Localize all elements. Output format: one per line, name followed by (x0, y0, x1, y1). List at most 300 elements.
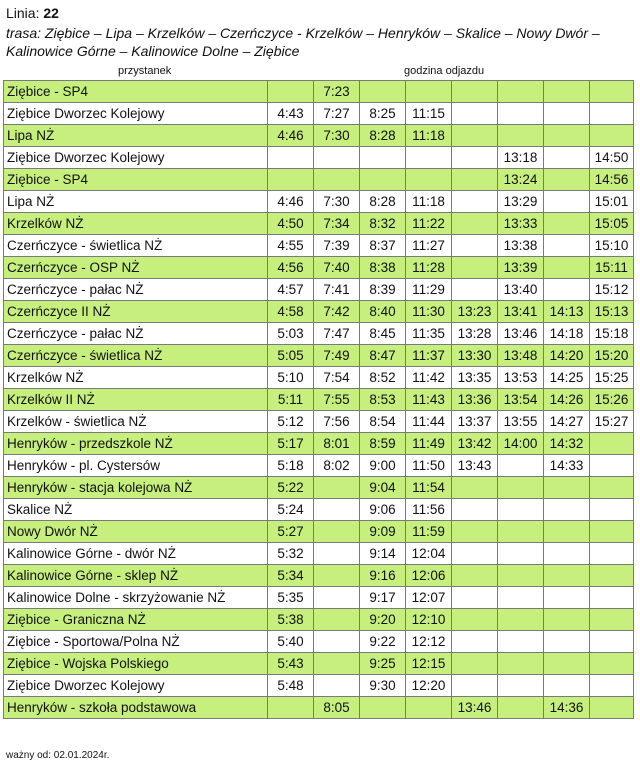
departure-time-cell (590, 455, 634, 477)
departure-time-cell: 13:40 (498, 279, 544, 301)
departure-time-cell (452, 565, 498, 587)
departure-time-cell: 8:59 (360, 433, 406, 455)
departure-time-cell (360, 81, 406, 103)
departure-time-cell: 8:25 (360, 103, 406, 125)
table-row (4, 367, 634, 389)
departure-time-cell (590, 543, 634, 565)
departure-time-cell (268, 169, 314, 191)
stop-name-cell: Krzelków NŻ (4, 367, 268, 389)
departure-time-cell: 5:18 (268, 455, 314, 477)
departure-time-cell: 7:41 (314, 279, 360, 301)
departure-time-cell: 7:27 (314, 103, 360, 125)
table-row (4, 499, 634, 521)
route-text-line1: trasa: Ziębice – Lipa – Krzelków – Czerńczyce - Krzelków – Henryków – Skalice – Nowy Dwór – (6, 25, 600, 41)
stop-name-cell: Ziębice - Sportowa/Polna NŻ (4, 631, 268, 653)
departure-time-cell: 5:38 (268, 609, 314, 631)
departure-time-cell (544, 125, 590, 147)
stop-name-cell: Lipa NŻ (4, 191, 268, 213)
departure-time-cell (452, 169, 498, 191)
departure-time-cell (314, 169, 360, 191)
departure-time-cell (590, 81, 634, 103)
departure-time-cell (498, 587, 544, 609)
table-row (4, 565, 634, 587)
departure-time-cell: 13:24 (498, 169, 544, 191)
departure-time-cell: 8:01 (314, 433, 360, 455)
departure-time-cell (406, 697, 452, 719)
departure-time-cell: 12:04 (406, 543, 452, 565)
table-row (4, 587, 634, 609)
table-row (4, 235, 634, 257)
stop-name-cell: Czerńczyce - świetlica NŻ (4, 235, 268, 257)
stop-name-cell: Ziębice Dworzec Kolejowy (4, 675, 268, 697)
departure-time-cell: 13:28 (452, 323, 498, 345)
departure-time-cell: 12:20 (406, 675, 452, 697)
table-row (4, 301, 634, 323)
departure-time-cell: 11:28 (406, 257, 452, 279)
departure-time-cell: 13:46 (498, 323, 544, 345)
departure-time-cell: 5:05 (268, 345, 314, 367)
departure-time-cell (590, 697, 634, 719)
departure-time-cell: 13:36 (452, 389, 498, 411)
departure-time-cell: 11:37 (406, 345, 452, 367)
departure-time-cell (360, 697, 406, 719)
departure-time-cell (544, 477, 590, 499)
departure-time-cell (590, 125, 634, 147)
departure-time-cell (452, 675, 498, 697)
table-row (4, 433, 634, 455)
departure-time-cell (498, 675, 544, 697)
departure-time-cell (590, 631, 634, 653)
departure-time-cell (452, 257, 498, 279)
departure-time-cell: 14:13 (544, 301, 590, 323)
departure-time-cell: 8:39 (360, 279, 406, 301)
departure-time-cell (544, 521, 590, 543)
table-row (4, 81, 634, 103)
departure-time-cell (452, 81, 498, 103)
departure-time-cell: 11:35 (406, 323, 452, 345)
departure-time-cell: 15:18 (590, 323, 634, 345)
departure-time-cell (590, 433, 634, 455)
departure-time-cell: 13:46 (452, 697, 498, 719)
departure-time-cell: 8:54 (360, 411, 406, 433)
departure-time-cell (590, 103, 634, 125)
departure-time-cell (314, 609, 360, 631)
stop-name-cell: Henryków - szkoła podstawowa (4, 697, 268, 719)
table-row (4, 675, 634, 697)
departure-time-cell: 9:14 (360, 543, 406, 565)
departure-time-cell: 7:39 (314, 235, 360, 257)
departure-time-cell: 11:50 (406, 455, 452, 477)
line-label: Linia: (6, 5, 44, 21)
departure-time-cell (544, 675, 590, 697)
departure-time-cell: 11:49 (406, 433, 452, 455)
departure-time-cell: 7:55 (314, 389, 360, 411)
departure-time-cell: 11:18 (406, 191, 452, 213)
departure-time-cell: 9:30 (360, 675, 406, 697)
departure-time-cell (314, 499, 360, 521)
departure-time-cell: 5:03 (268, 323, 314, 345)
departure-time-cell (452, 147, 498, 169)
departure-time-cell: 13:55 (498, 411, 544, 433)
departure-time-cell: 14:27 (544, 411, 590, 433)
departure-time-cell: 13:41 (498, 301, 544, 323)
departure-time-cell: 15:10 (590, 235, 634, 257)
departure-time-cell (314, 587, 360, 609)
departure-time-cell: 15:20 (590, 345, 634, 367)
departure-time-cell (544, 103, 590, 125)
departure-time-cell (590, 565, 634, 587)
departure-time-cell (544, 609, 590, 631)
departure-time-cell (590, 587, 634, 609)
departure-time-cell: 14:56 (590, 169, 634, 191)
departure-time-cell (452, 631, 498, 653)
departure-time-cell: 11:22 (406, 213, 452, 235)
stop-name-cell: Ziębice - Wojska Polskiego (4, 653, 268, 675)
departure-time-cell (452, 521, 498, 543)
departure-time-cell: 14:32 (544, 433, 590, 455)
departure-time-cell: 12:12 (406, 631, 452, 653)
departure-time-cell: 11:15 (406, 103, 452, 125)
departure-time-cell: 5:34 (268, 565, 314, 587)
departure-time-cell: 12:15 (406, 653, 452, 675)
stop-name-cell: Kalinowice Dolne - skrzyżowanie NŻ (4, 587, 268, 609)
stop-name-cell: Ziębice - SP4 (4, 81, 268, 103)
stop-name-cell: Henryków - przedszkole NŻ (4, 433, 268, 455)
departure-time-cell: 5:27 (268, 521, 314, 543)
departure-time-cell: 11:43 (406, 389, 452, 411)
departure-time-cell: 11:54 (406, 477, 452, 499)
departure-time-cell: 15:25 (590, 367, 634, 389)
departure-time-cell: 9:22 (360, 631, 406, 653)
departure-time-cell: 4:43 (268, 103, 314, 125)
departure-time-cell: 13:53 (498, 367, 544, 389)
departure-time-cell: 13:54 (498, 389, 544, 411)
departure-time-cell (314, 521, 360, 543)
departure-time-cell (452, 191, 498, 213)
column-header-stop: przystanek (118, 65, 172, 77)
departure-time-cell (544, 631, 590, 653)
departure-time-cell: 13:29 (498, 191, 544, 213)
departure-time-cell: 4:56 (268, 257, 314, 279)
departure-time-cell: 15:12 (590, 279, 634, 301)
table-row (4, 103, 634, 125)
departure-time-cell: 8:45 (360, 323, 406, 345)
departure-time-cell (452, 477, 498, 499)
departure-time-cell (452, 213, 498, 235)
departure-time-cell (544, 191, 590, 213)
table-row (4, 191, 634, 213)
departure-time-cell: 5:10 (268, 367, 314, 389)
departure-time-cell: 5:35 (268, 587, 314, 609)
stop-name-cell: Ziębice - Graniczna NŻ (4, 609, 268, 631)
departure-time-cell (452, 279, 498, 301)
departure-time-cell (452, 499, 498, 521)
departure-time-cell: 4:58 (268, 301, 314, 323)
departure-time-cell (544, 653, 590, 675)
departure-time-cell: 11:30 (406, 301, 452, 323)
departure-time-cell: 5:40 (268, 631, 314, 653)
departure-time-cell: 14:33 (544, 455, 590, 477)
departure-time-cell (498, 521, 544, 543)
table-row (4, 653, 634, 675)
departure-time-cell: 8:40 (360, 301, 406, 323)
departure-time-cell (314, 543, 360, 565)
departure-time-cell: 13:37 (452, 411, 498, 433)
stop-name-cell: Nowy Dwór NŻ (4, 521, 268, 543)
stop-name-cell: Czerńczyce II NŻ (4, 301, 268, 323)
table-row (4, 389, 634, 411)
departure-time-cell (452, 587, 498, 609)
stop-name-cell: Henryków - pl. Cystersów (4, 455, 268, 477)
departure-time-cell (406, 81, 452, 103)
departure-time-cell (544, 81, 590, 103)
stop-name-cell: Krzelków - świetlica NŻ (4, 411, 268, 433)
departure-time-cell: 7:42 (314, 301, 360, 323)
departure-time-cell (544, 565, 590, 587)
departure-time-cell: 9:17 (360, 587, 406, 609)
departure-time-cell (544, 235, 590, 257)
departure-time-cell: 5:24 (268, 499, 314, 521)
stop-name-cell: Lipa NŻ (4, 125, 268, 147)
departure-time-cell (314, 631, 360, 653)
line-number: 22 (43, 5, 59, 21)
departure-time-cell (544, 147, 590, 169)
departure-time-cell: 9:16 (360, 565, 406, 587)
departure-time-cell: 7:30 (314, 191, 360, 213)
stop-name-cell: Ziębice Dworzec Kolejowy (4, 147, 268, 169)
table-row (4, 411, 634, 433)
valid-from-note: ważny od: 02.01.2024r. (6, 750, 110, 761)
table-row (4, 213, 634, 235)
departure-time-cell: 4:50 (268, 213, 314, 235)
departure-time-cell: 13:35 (452, 367, 498, 389)
departure-time-cell (452, 235, 498, 257)
departure-time-cell: 15:01 (590, 191, 634, 213)
departure-time-cell: 8:32 (360, 213, 406, 235)
departure-time-cell: 11:44 (406, 411, 452, 433)
departure-time-cell (268, 81, 314, 103)
departure-time-cell (314, 675, 360, 697)
departure-time-cell (360, 147, 406, 169)
departure-time-cell: 13:30 (452, 345, 498, 367)
departure-time-cell: 11:27 (406, 235, 452, 257)
table-row (4, 477, 634, 499)
departure-time-cell: 5:12 (268, 411, 314, 433)
departure-time-cell (498, 103, 544, 125)
departure-time-cell: 13:42 (452, 433, 498, 455)
departure-time-cell: 4:46 (268, 125, 314, 147)
departure-time-cell (544, 543, 590, 565)
departure-time-cell: 8:53 (360, 389, 406, 411)
departure-time-cell (498, 653, 544, 675)
departure-time-cell: 9:09 (360, 521, 406, 543)
departure-time-cell: 4:46 (268, 191, 314, 213)
departure-time-cell: 8:28 (360, 125, 406, 147)
stop-name-cell: Krzelków NŻ (4, 213, 268, 235)
table-row (4, 455, 634, 477)
departure-time-cell: 13:38 (498, 235, 544, 257)
departure-time-cell (590, 675, 634, 697)
stop-name-cell: Czerńczyce - świetlica NŻ (4, 345, 268, 367)
departure-time-cell: 5:48 (268, 675, 314, 697)
departure-time-cell: 7:56 (314, 411, 360, 433)
departure-time-cell: 11:59 (406, 521, 452, 543)
stop-name-cell: Kalinowice Górne - sklep NŻ (4, 565, 268, 587)
departure-time-cell: 11:56 (406, 499, 452, 521)
stop-name-cell: Ziębice - SP4 (4, 169, 268, 191)
departure-time-cell: 8:28 (360, 191, 406, 213)
stop-name-cell: Henryków - stacja kolejowa NŻ (4, 477, 268, 499)
timetable (3, 80, 634, 719)
departure-time-cell: 4:57 (268, 279, 314, 301)
table-row (4, 521, 634, 543)
table-row (4, 345, 634, 367)
departure-time-cell: 4:55 (268, 235, 314, 257)
departure-time-cell (498, 609, 544, 631)
departure-time-cell: 14:50 (590, 147, 634, 169)
departure-time-cell: 11:42 (406, 367, 452, 389)
departure-time-cell: 15:05 (590, 213, 634, 235)
departure-time-cell (498, 81, 544, 103)
departure-time-cell: 8:52 (360, 367, 406, 389)
departure-time-cell: 7:40 (314, 257, 360, 279)
departure-time-cell: 9:00 (360, 455, 406, 477)
departure-time-cell: 5:17 (268, 433, 314, 455)
departure-time-cell: 13:39 (498, 257, 544, 279)
departure-time-cell (314, 565, 360, 587)
departure-time-cell: 13:18 (498, 147, 544, 169)
departure-time-cell: 8:37 (360, 235, 406, 257)
stop-name-cell: Czerńczyce - pałac NŻ (4, 279, 268, 301)
route-text-line2: Kalinowice Górne – Kalinowice Dolne – Ziębice (6, 43, 300, 59)
departure-time-cell: 14:20 (544, 345, 590, 367)
stop-name-cell: Krzelków II NŻ (4, 389, 268, 411)
stop-name-cell: Czerńczyce - OSP NŻ (4, 257, 268, 279)
departure-time-cell: 5:43 (268, 653, 314, 675)
departure-time-cell: 9:06 (360, 499, 406, 521)
departure-time-cell (544, 587, 590, 609)
departure-time-cell: 13:33 (498, 213, 544, 235)
table-row (4, 147, 634, 169)
table-row (4, 323, 634, 345)
departure-time-cell: 5:11 (268, 389, 314, 411)
departure-time-cell: 15:26 (590, 389, 634, 411)
table-row (4, 257, 634, 279)
table-row (4, 279, 634, 301)
table-row (4, 609, 634, 631)
departure-time-cell: 13:43 (452, 455, 498, 477)
departure-time-cell (590, 477, 634, 499)
departure-time-cell: 7:30 (314, 125, 360, 147)
departure-time-cell (544, 499, 590, 521)
departure-time-cell: 14:36 (544, 697, 590, 719)
departure-time-cell (314, 653, 360, 675)
table-row (4, 697, 634, 719)
stop-name-cell: Kalinowice Górne - dwór NŻ (4, 543, 268, 565)
departure-time-cell: 7:49 (314, 345, 360, 367)
departure-time-cell: 14:00 (498, 433, 544, 455)
departure-time-cell: 8:47 (360, 345, 406, 367)
departure-time-cell (452, 653, 498, 675)
departure-time-cell: 9:20 (360, 609, 406, 631)
table-row (4, 169, 634, 191)
departure-time-cell (498, 125, 544, 147)
departure-time-cell (452, 125, 498, 147)
departure-time-cell (544, 213, 590, 235)
departure-time-cell: 15:13 (590, 301, 634, 323)
departure-time-cell: 13:23 (452, 301, 498, 323)
table-row (4, 543, 634, 565)
departure-time-cell: 9:25 (360, 653, 406, 675)
departure-time-cell (498, 499, 544, 521)
departure-time-cell (498, 697, 544, 719)
departure-time-cell (452, 543, 498, 565)
departure-time-cell: 13:48 (498, 345, 544, 367)
departure-time-cell: 7:47 (314, 323, 360, 345)
departure-time-cell (544, 279, 590, 301)
departure-time-cell: 15:11 (590, 257, 634, 279)
departure-time-cell: 5:22 (268, 477, 314, 499)
departure-time-cell (544, 257, 590, 279)
departure-time-cell: 14:25 (544, 367, 590, 389)
departure-time-cell (268, 697, 314, 719)
departure-time-cell (498, 477, 544, 499)
departure-time-cell: 8:38 (360, 257, 406, 279)
departure-time-cell (590, 653, 634, 675)
departure-time-cell (590, 521, 634, 543)
departure-time-cell: 8:05 (314, 697, 360, 719)
departure-time-cell (590, 609, 634, 631)
departure-time-cell (544, 169, 590, 191)
departure-time-cell: 7:54 (314, 367, 360, 389)
table-row (4, 125, 634, 147)
departure-time-cell: 9:04 (360, 477, 406, 499)
stop-name-cell: Czerńczyce - pałac NŻ (4, 323, 268, 345)
departure-time-cell: 5:32 (268, 543, 314, 565)
departure-time-cell (590, 499, 634, 521)
departure-time-cell: 7:23 (314, 81, 360, 103)
column-header-times: godzina odjazdu (404, 65, 485, 77)
stop-name-cell: Skalice NŻ (4, 499, 268, 521)
departure-time-cell: 11:18 (406, 125, 452, 147)
departure-time-cell (452, 103, 498, 125)
departure-time-cell: 12:07 (406, 587, 452, 609)
departure-time-cell: 11:29 (406, 279, 452, 301)
departure-time-cell: 14:26 (544, 389, 590, 411)
departure-time-cell (498, 543, 544, 565)
departure-time-cell (314, 147, 360, 169)
line-title (6, 4, 59, 23)
departure-time-cell (268, 147, 314, 169)
departure-time-cell (498, 631, 544, 653)
departure-time-cell (360, 169, 406, 191)
departure-time-cell (452, 609, 498, 631)
departure-time-cell (406, 147, 452, 169)
departure-time-cell: 14:18 (544, 323, 590, 345)
departure-time-cell (498, 455, 544, 477)
departure-time-cell: 8:02 (314, 455, 360, 477)
departure-time-cell (314, 477, 360, 499)
departure-time-cell (406, 169, 452, 191)
departure-time-cell: 15:27 (590, 411, 634, 433)
table-row (4, 631, 634, 653)
departure-time-cell: 12:06 (406, 565, 452, 587)
departure-time-cell: 12:10 (406, 609, 452, 631)
timetable-body (4, 81, 634, 719)
stop-name-cell: Ziębice Dworzec Kolejowy (4, 103, 268, 125)
departure-time-cell: 7:34 (314, 213, 360, 235)
departure-time-cell (498, 565, 544, 587)
